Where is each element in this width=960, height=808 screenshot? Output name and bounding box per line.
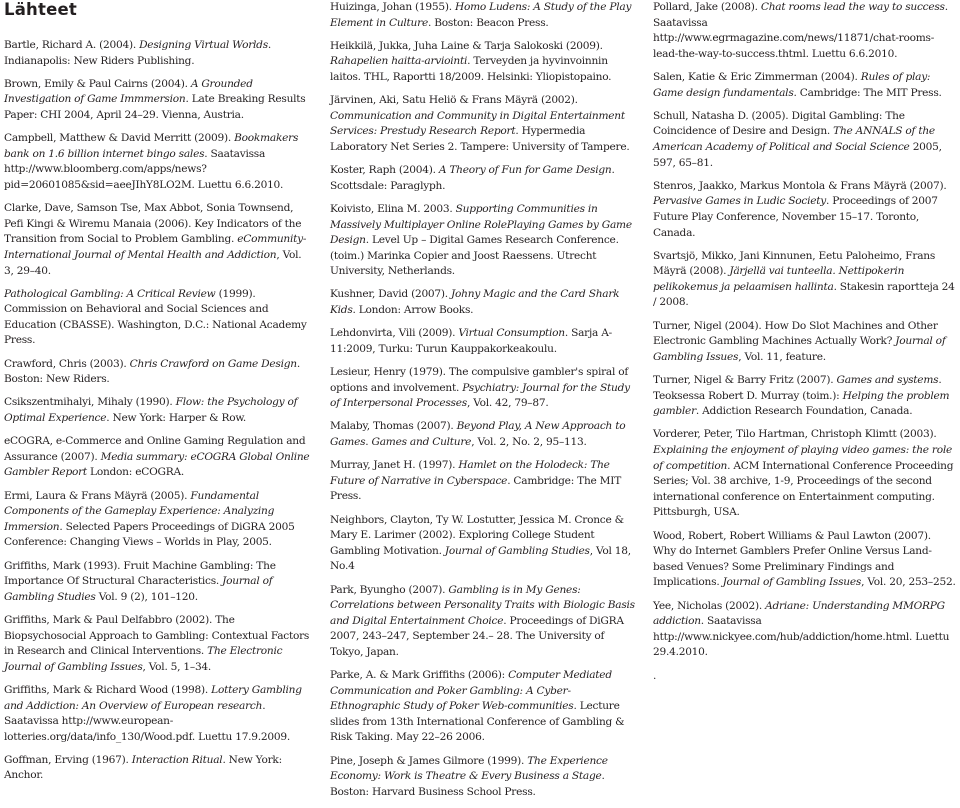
reference-text: Griffiths, Mark & Paul Delfabbro (2002). The Biopsychosocial Approach to Gambling: Contextual Factors in Research and Clinical Interventions.: [4, 613, 310, 658]
reference-title: Järjellä vai tunteella. Nettipokerin pelikokemus ja pelaamisen hallinta: [653, 265, 905, 293]
reference-text: . Scottsdale: Paraglyph.: [330, 164, 615, 192]
reference-title: The Electronic Journal of Gambling Issues: [4, 645, 283, 673]
reference-text: , Vol. 42, 79–87.: [466, 397, 549, 410]
reference-text: . Teoksessa Robert D. Murray (toim.):: [653, 374, 942, 402]
reference-text: Park, Byungho (2007).: [330, 583, 449, 596]
reference-entry: [330, 39, 635, 86]
reference-entry: [653, 179, 956, 241]
reference-title: Media summary: eCOGRA Global Online Gambler Report: [4, 450, 310, 479]
reference-entry: [4, 287, 312, 349]
reference-title: Johny Magic and the Card Shark Kids: [330, 288, 620, 317]
reference-text: Ermi, Laura & Frans Mäyrä (2005).: [4, 489, 191, 502]
reference-entry: [4, 613, 312, 675]
reference-title: Virtual Consumption: [458, 327, 565, 340]
reference-entry: [4, 434, 312, 481]
reference-text: 2005, 597, 65–81.: [653, 140, 942, 169]
reference-text: Murray, Janet H. (1997).: [330, 459, 459, 472]
reference-text: Neighbors, Clayton, Ty W. Lostutter, Jessica M. Cronce & Mary E. Larimer (2002). Exploring College Student Gambling Motivation.: [330, 513, 624, 557]
reference-text: Bartle, Richard A. (2004).: [4, 39, 140, 51]
reference-entry: [330, 93, 635, 155]
reference-entry: [330, 202, 635, 280]
reference-entry: [330, 419, 635, 450]
reference-column-2: [330, 0, 635, 808]
reference-text: Salen, Katie & Eric Zimmerman (2004).: [653, 70, 861, 83]
reference-entry: [330, 287, 635, 318]
reference-text: Csikszentmihalyi, Mihaly (1990).: [4, 396, 176, 409]
reference-title: Adriane: Understanding MMORPG addiction: [653, 599, 945, 628]
reference-title: Flow: the Psychology of Optimal Experience: [4, 396, 298, 425]
reference-entry: [330, 583, 635, 661]
references-heading: Lähteet: [4, 0, 77, 19]
reference-text: Yee, Nicholas (2002).: [653, 599, 766, 612]
reference-entry: [653, 529, 956, 591]
reference-text: . Proceedings of DiGRA 2007, 243–247, September 24.– 28. The University of Tokyo, Japan.: [330, 614, 624, 658]
reference-entry: [4, 753, 312, 784]
reference-entry: [330, 365, 635, 412]
reference-entry: [4, 395, 312, 426]
reference-text: . Level Up – Digital Games Research Conference. (toim.) Marinka Copier and Joost Raessens. Utrecht University, Netherlands.: [330, 234, 619, 278]
reference-text: , Vol. 2, No. 2, 95–113.: [471, 436, 587, 448]
reference-text: . ACM International Conference Proceeding Series; Vol. 38 archive, 1-9, Proceedings of the second international conference on Entertainment computing. Pittsburgh, USA.: [653, 459, 954, 519]
reference-text: . Sarja A-11:2009, Turku: Turun Kauppakorkeakoulu.: [330, 327, 612, 355]
reference-text: Koivisto, Elina M. 2003.: [330, 202, 456, 215]
reference-text: Griffiths, Mark & Richard Wood (1998).: [4, 683, 212, 696]
reference-text: Lehdonvirta, Vili (2009).: [330, 327, 459, 340]
reference-text: Crawford, Chris (2003).: [4, 357, 130, 370]
reference-title: Gambling is in My Genes: Correlations between Personality Traits with Biologic Basis and Digital Entertainment Choice: [330, 583, 635, 627]
reference-entry: [4, 489, 312, 551]
reference-title: Chat rooms lead the way to success: [760, 1, 945, 13]
reference-title: Chris Crawford on Game Design: [129, 357, 297, 370]
reference-entry: [330, 163, 635, 194]
reference-text: Järvinen, Aki, Satu Heliö & Frans Mäyrä (2002).: [330, 94, 578, 107]
reference-text: . Saatavissa http://www.egrmagazine.com/news/11871/chat-rooms-lead-the-way-to-success.thtml. Luettu 6.6.2010.: [653, 1, 948, 60]
reference-text: . Saatavissa http://www.european-lotteries.org/data/info_130/Wood.pdf. Luettu 17.9.2009.: [4, 699, 290, 743]
reference-text: , Vol. 20, 253–252.: [861, 576, 956, 589]
reference-title: Communication and Community in Digital Entertainment Services: Prestudy Research Report: [330, 109, 625, 138]
reference-title: Hamlet on the Holodeck: The Future of Narrative in Cyberspace: [330, 459, 610, 487]
reference-text: . Terveyden ja hyvinvoinnin laitos. THL, Raportti 18/2009. Helsinki: Yliopistopaino.: [330, 55, 612, 83]
reference-text: . Saatavissa http://www.nickyee.com/hub/addiction/home.html. Luettu 29.4.2010.: [653, 615, 950, 659]
reference-text: Brown, Emily & Paul Cairns (2004).: [4, 77, 191, 90]
reference-text: Campbell, Matthew & David Merritt (2009).: [4, 132, 235, 145]
reference-entry: [653, 319, 956, 366]
reference-text: London: eCOGRA.: [86, 466, 184, 479]
reference-title: Games and systems: [836, 374, 939, 387]
reference-column-3: [653, 0, 956, 692]
reference-title: eCommunity-International Journal of Mental Health and Addiction: [4, 233, 307, 261]
reference-text: Schull, Natasha D. (2005). Digital Gambling: The Coincidence of Desire and Design.: [653, 109, 905, 138]
reference-title: Journal of Gambling Issues: [653, 335, 946, 363]
reference-entry: [653, 70, 956, 101]
reference-title: Fundamental Components of the Gameplay Experience: Analyzing Immersion: [4, 489, 275, 533]
reference-text: Koster, Raph (2004).: [330, 164, 439, 177]
reference-text: Vol. 9 (2), 101–120.: [95, 590, 198, 603]
reference-title: Lottery Gambling and Addiction: An Overview of European research: [4, 683, 302, 712]
reference-text: . Boston: Beacon Press.: [427, 16, 549, 29]
reference-entry: [653, 599, 956, 661]
reference-text: .: [365, 436, 372, 448]
reference-entry: [4, 357, 312, 388]
reference-text: Pollard, Jake (2008).: [653, 1, 761, 13]
reference-column-1: [4, 38, 312, 792]
reference-title: A Grounded Investigation of Game Immmersion: [4, 77, 253, 106]
reference-entry: [330, 754, 635, 801]
reference-title: Designing Virtual Worlds: [139, 39, 268, 51]
reference-title: Games and Culture: [371, 436, 472, 448]
reference-text: . Indianapolis: New Riders Publishing.: [4, 39, 272, 67]
reference-entry: [330, 0, 635, 31]
reference-title: Computer Mediated Communication and Poker Gambling: A Cyber-Ethnographic Study of Poker Web-communities: [330, 669, 612, 713]
reference-title: Rahapelien haitta-arviointi: [330, 55, 468, 68]
reference-text: , Vol 18, No.4: [330, 544, 631, 573]
reference-title: Pervasive Games in Ludic Society: [653, 195, 827, 208]
reference-text: Turner, Nigel (2004). How Do Slot Machines and Other Electronic Gambling Machines Actually Work?: [653, 319, 938, 348]
reference-text: Turner, Nigel & Barry Fritz (2007).: [653, 374, 837, 387]
reference-text: . New York: Harper & Row.: [106, 412, 246, 425]
reference-title: The ANNALS of the American Academy of Political and Social Science: [653, 125, 935, 153]
reference-text: Goffman, Erving (1967).: [4, 753, 132, 766]
reference-title: Supporting Communities in Massively Multiplayer Online RolePlaying Games by Game Design: [330, 202, 632, 247]
reference-text: . Stakesin raportteja 24 / 2008.: [653, 280, 955, 309]
reference-text: . Boston: Harvard Business School Press.: [330, 770, 605, 798]
reference-title: Journal of Gambling Issues: [722, 576, 862, 589]
reference-title: Psychiatry: Journal for the Study of Interpersonal Processes: [330, 381, 630, 410]
reference-text: . Hypermedia Laboratory Net Series 2. Tampere: University of Tampere.: [330, 125, 630, 153]
reference-entry: [4, 201, 312, 279]
reference-text: . London: Arrow Books.: [352, 304, 474, 317]
reference-text: Kushner, David (2007).: [330, 288, 452, 301]
reference-entry: [4, 683, 312, 745]
reference-entry: [653, 669, 956, 685]
reference-title: Journal of Gambling Studies: [4, 575, 273, 603]
reference-entry: [330, 668, 635, 746]
reference-text: Malaby, Thomas (2007).: [330, 420, 457, 433]
reference-entry: [330, 513, 635, 575]
reference-text: , Vol. 11, feature.: [738, 350, 826, 363]
reference-title: Helping the problem gambler: [653, 389, 950, 418]
reference-title: Explaining the enjoyment of playing video games: the role of competition: [653, 444, 953, 472]
reference-title: A Theory of Fun for Game Design: [438, 164, 612, 177]
reference-entry: [653, 249, 956, 311]
reference-title: Homo Ludens: A Study of the Play Element in Culture: [330, 1, 632, 29]
reference-text: . New York: Anchor.: [4, 753, 282, 782]
reference-text: (1999). Commission on Behavioral and Social Sciences and Education (CBASSE). Washington, D.C.: National Academy Press.: [4, 287, 307, 347]
reference-title: Journal of Gambling Studies: [444, 544, 590, 557]
reference-text: , Vol. 3, 29–40.: [4, 248, 302, 277]
reference-title: Pathological Gambling: A Critical Review: [4, 287, 216, 300]
reference-entry: [330, 458, 635, 505]
reference-entry: [653, 0, 956, 62]
reference-entry: [4, 38, 312, 69]
reference-text: . Late Breaking Results Paper: CHI 2004, April 24–29. Vienna, Austria.: [4, 93, 306, 121]
reference-entry: [653, 109, 956, 171]
reference-text: Huizinga, Johan (1955).: [330, 1, 455, 13]
reference-text: . Boston: New Riders.: [4, 357, 300, 386]
reference-text: Svartsjö, Mikko, Jani Kinnunen, Eetu Paloheimo, Frans Mäyrä (2008).: [653, 249, 936, 278]
reference-entry: [4, 559, 312, 606]
reference-text: eCOGRA, e-Commerce and Online Gaming Regulation and Assurance (2007).: [4, 435, 306, 463]
reference-entry: [4, 77, 312, 124]
reference-text: Parke, A. & Mark Griffiths (2006):: [330, 669, 509, 682]
reference-text: Pine, Joseph & James Gilmore (1999).: [330, 754, 528, 767]
reference-title: Rules of play: Game design fundamentals: [653, 70, 931, 99]
reference-text: Lesieur, Henry (1979). The compulsive gambler's spiral of options and involvement.: [330, 366, 629, 394]
reference-entry: [653, 373, 956, 420]
reference-text: . Cambridge: The MIT Press.: [793, 86, 942, 99]
reference-text: Heikkilä, Jukka, Juha Laine & Tarja Salokoski (2009).: [330, 39, 603, 52]
reference-entry: [330, 326, 635, 357]
reference-text: . Selected Papers Proceedings of DiGRA 2005 Conference: Changing Views – Worlds in Play, 2005.: [4, 520, 295, 549]
reference-text: .: [653, 669, 657, 682]
reference-title: Bookmakers bank on 1.6 billion internet bingo sales: [4, 132, 299, 160]
reference-text: Wood, Robert, Robert Williams & Paul Lawton (2007). Why do Internet Gamblers Prefer Online Versus Land-based Venues? Some Preliminary Findings and Implications.: [653, 529, 932, 589]
reference-text: Clarke, Dave, Samson Tse, Max Abbot, Sonia Townsend, Pefi Kingi & Wiremu Manaia (2006). Key Indicators of the Transition from Social to Problem Gambling.: [4, 202, 302, 246]
reference-text: Vorderer, Peter, Tilo Hartman, Christoph Klimtt (2003).: [653, 428, 937, 441]
reference-text: . Lecture slides from 13th International Conference of Gambling & Risk Taking. May 22–26 2006.: [330, 700, 625, 744]
reference-text: , Vol. 5, 1–34.: [142, 660, 212, 673]
reference-entry: [4, 131, 312, 193]
reference-title: Beyond Play, A New Approach to Games: [330, 420, 626, 448]
reference-text: . Cambridge: The MIT Press.: [330, 474, 622, 503]
reference-text: Stenros, Jaakko, Markus Montola & Frans Mäyrä (2007).: [653, 179, 947, 192]
reference-entry: [653, 427, 956, 521]
reference-title: Interaction Ritual: [131, 753, 223, 766]
reference-text: . Proceedings of 2007 Future Play Conference, November 15–17. Toronto, Canada.: [653, 195, 938, 239]
reference-title: The Experience Economy: Work is Theatre & Every Business a Stage: [330, 754, 608, 783]
reference-text: . Addiction Research Foundation, Canada.: [695, 405, 913, 418]
reference-text: . Saatavissa http://www.bloomberg.com/apps/news?pid=20601085&sid=aeeJIhY8LO2M. Luettu 6.6.2010.: [4, 147, 284, 191]
reference-text: Griffiths, Mark (1993). Fruit Machine Gambling: The Importance Of Structural Characteristics.: [4, 559, 276, 588]
